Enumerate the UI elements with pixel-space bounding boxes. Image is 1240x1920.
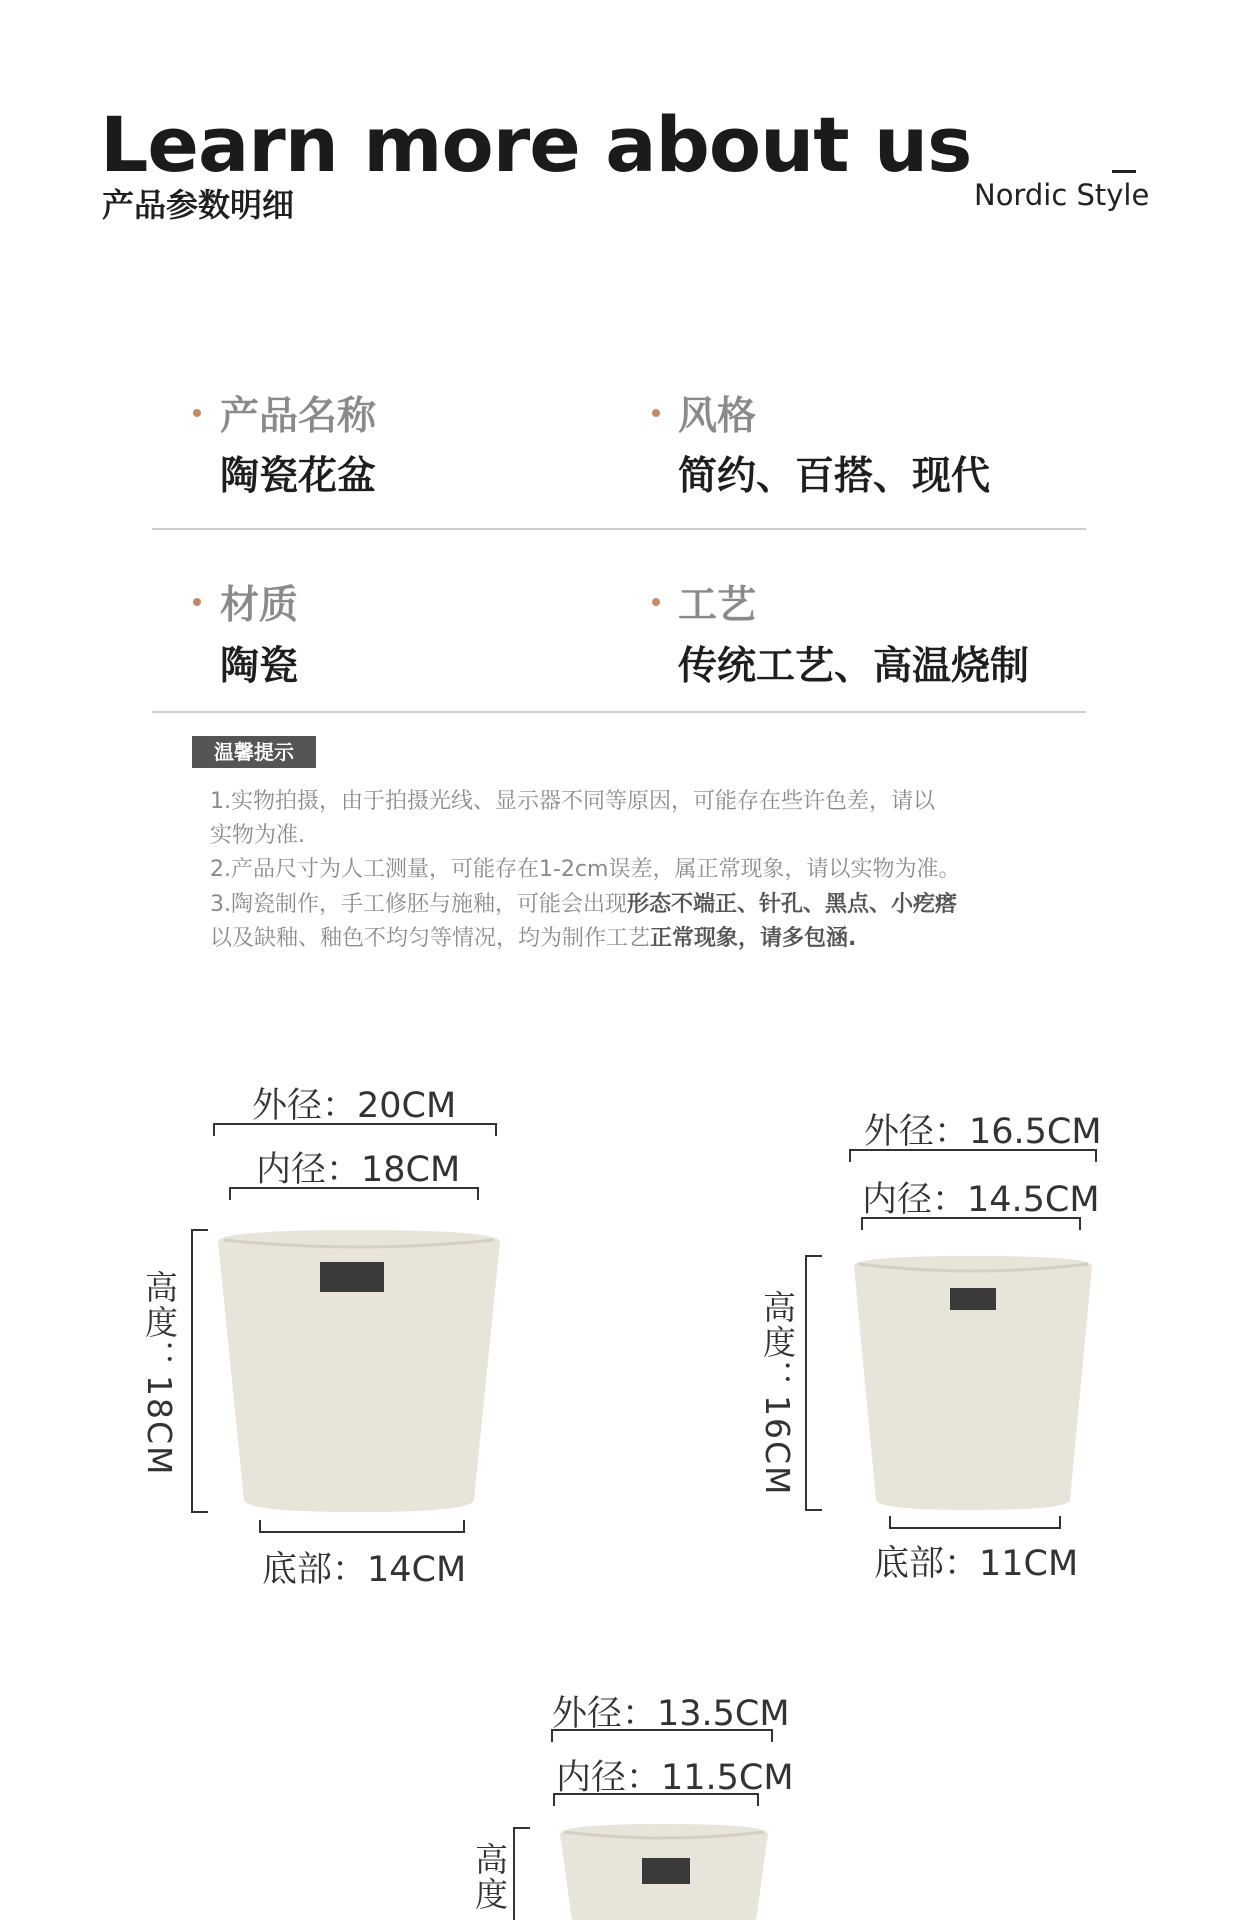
divider <box>152 711 1086 713</box>
height-label: 高度：18CM <box>140 1270 179 1477</box>
notice-line: 2.产品尺寸为人工测量，可能存在1-2cm误差，属正常现象，请以实物为准。 <box>210 857 961 882</box>
spec-label-craft: 工艺 <box>678 583 757 628</box>
inner-diameter-label: 内径：11.5CM <box>556 1758 794 1798</box>
notice-tag: 温馨提示 <box>192 736 316 768</box>
height-dimension-line <box>188 1226 212 1516</box>
bullet-dot <box>652 598 660 606</box>
outer-diameter-label: 外径：20CM <box>252 1086 457 1126</box>
divider <box>152 528 1086 530</box>
notice-line: 3.陶瓷制作，手工修胚与施釉，可能会出现形态不端正、针孔、黑点、小疙瘩 <box>210 892 958 917</box>
decorative-dash <box>1112 170 1136 173</box>
spec-value-name: 陶瓷花盆 <box>220 454 377 499</box>
notice-line: 以及缺釉、釉色不均匀等情况，均为制作工艺正常现象，请多包涵. <box>210 926 857 951</box>
inner-dimension-line <box>550 1790 762 1810</box>
pot-image-large <box>214 1228 504 1518</box>
inner-diameter-label: 内径：14.5CM <box>862 1180 1100 1220</box>
spec-value-craft: 传统工艺、高温烧制 <box>678 644 1030 689</box>
outer-dimension-line <box>548 1726 776 1746</box>
notice-line: 1.实物拍摄，由于拍摄光线、显示器不同等原因，可能存在些许色差，请以 <box>210 789 935 814</box>
brand-label <box>320 1262 384 1292</box>
spec-label-material: 材质 <box>220 583 299 628</box>
spec-value-material: 陶瓷 <box>220 644 299 689</box>
style-tag: Nordic Style <box>974 178 1150 212</box>
inner-dimension-line <box>226 1184 482 1204</box>
page-title: Learn more about us <box>100 100 972 189</box>
pot-image-medium <box>850 1254 1096 1516</box>
inner-diameter-label: 内径：18CM <box>256 1150 461 1190</box>
brand-label <box>642 1858 690 1884</box>
bottom-diameter-label: 底部：14CM <box>262 1550 467 1590</box>
bullet-dot <box>193 409 201 417</box>
spec-value-style: 简约、百搭、现代 <box>678 454 991 499</box>
bullet-dot <box>193 598 201 606</box>
bullet-dot <box>652 409 660 417</box>
outer-diameter-label: 外径：13.5CM <box>552 1694 790 1734</box>
outer-dimension-line <box>210 1120 500 1140</box>
bottom-dimension-line <box>256 1516 468 1536</box>
outer-diameter-label: 外径：16.5CM <box>864 1112 1102 1152</box>
height-dimension-line <box>510 1824 534 1920</box>
height-label: 高度：16CM <box>758 1290 797 1497</box>
bottom-dimension-line <box>886 1512 1064 1532</box>
pot-image-small <box>556 1822 772 1920</box>
height-label: 高度 <box>470 1842 509 1912</box>
spec-label-style: 风格 <box>678 394 757 439</box>
outer-dimension-line <box>846 1146 1100 1166</box>
brand-label <box>950 1288 996 1310</box>
notice-line: 实物为准. <box>210 823 305 848</box>
height-dimension-line <box>802 1252 826 1514</box>
inner-dimension-line <box>858 1214 1084 1234</box>
bottom-diameter-label: 底部：11CM <box>874 1544 1079 1584</box>
spec-label-name: 产品名称 <box>220 394 377 439</box>
page-subtitle: 产品参数明细 <box>102 186 295 224</box>
